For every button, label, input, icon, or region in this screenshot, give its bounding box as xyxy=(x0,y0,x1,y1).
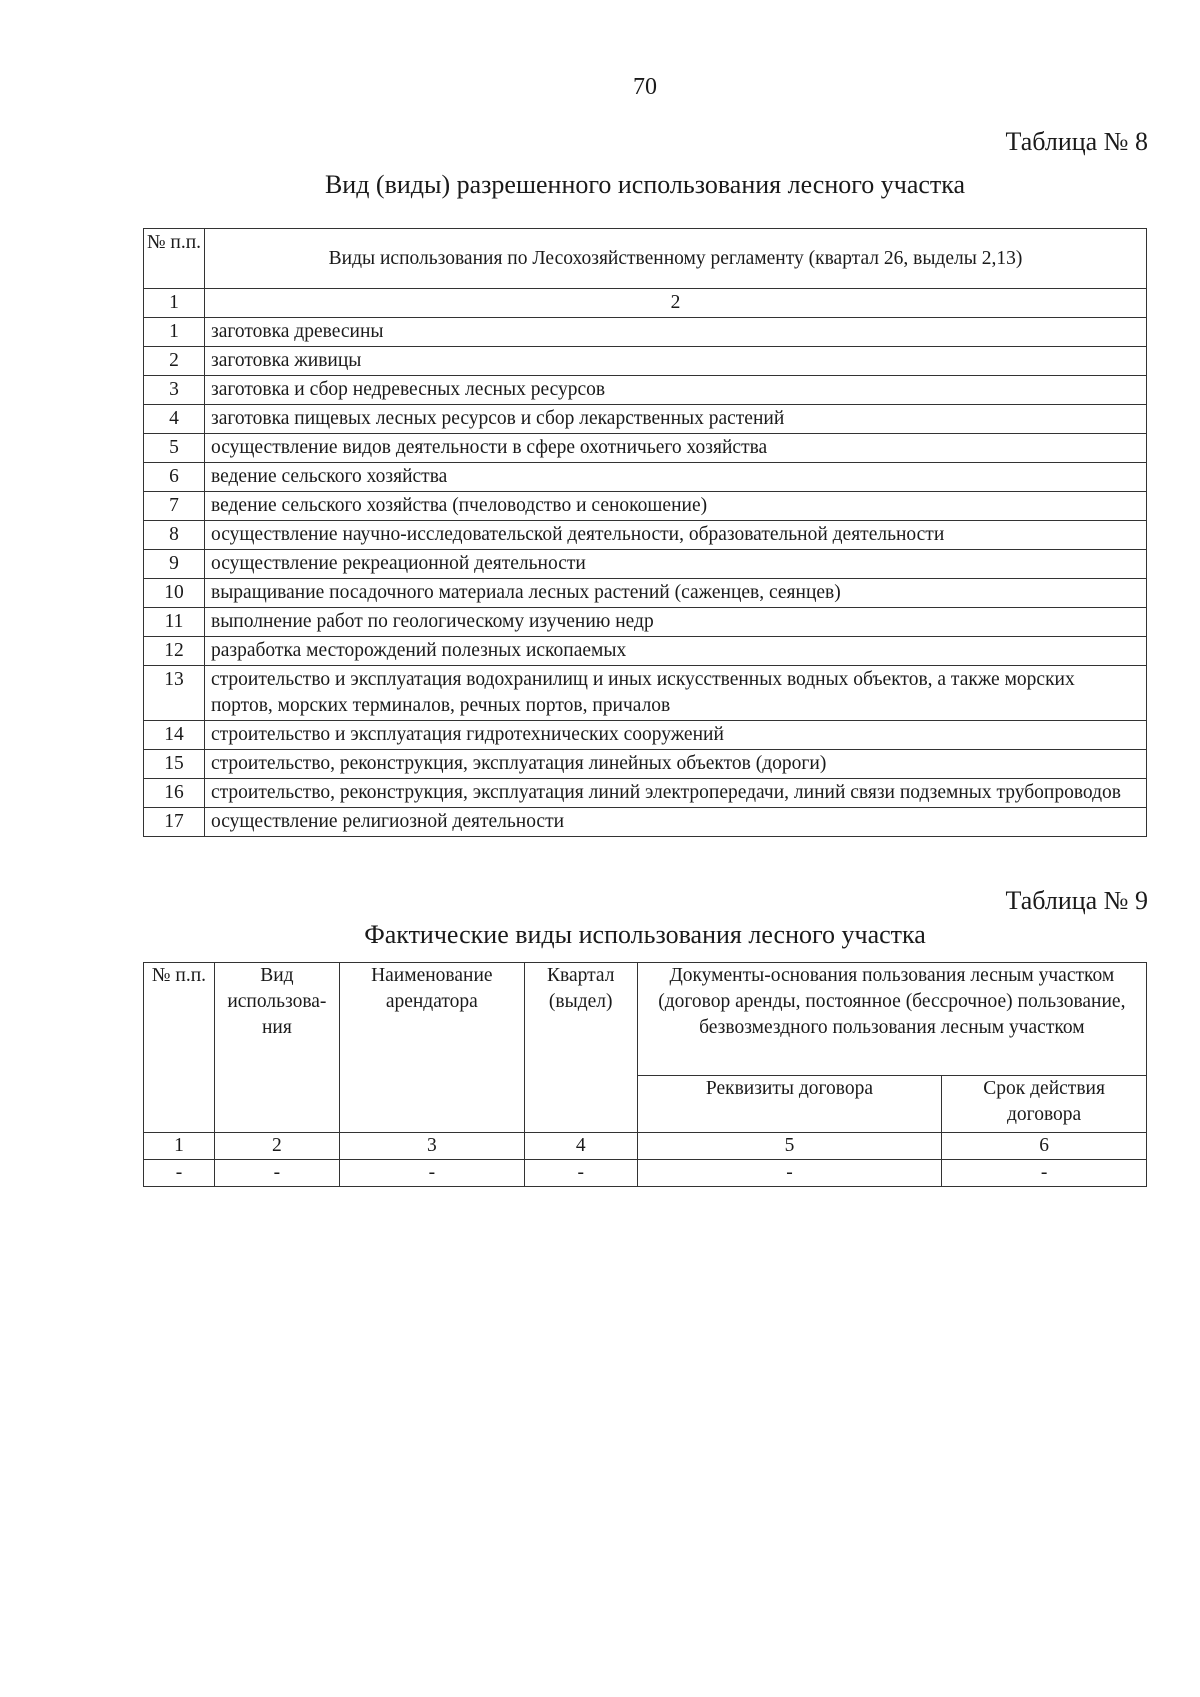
table9-data-cell: - xyxy=(214,1160,339,1187)
table9-title: Фактические виды использования лесного участка xyxy=(364,920,926,949)
table8-row xyxy=(144,637,1147,666)
table9-index-cell: 2 xyxy=(214,1133,339,1160)
table8-row xyxy=(144,463,1147,492)
table9-index-row xyxy=(144,1133,1147,1160)
table8-header-row xyxy=(144,229,1147,289)
table9-index-cell: 1 xyxy=(144,1133,215,1160)
table8-index-cell: 2 xyxy=(205,289,1147,318)
table8-row-num: 9 xyxy=(144,550,205,579)
table8-header-num: № п.п. xyxy=(144,229,205,289)
table9-header-contract-term: Срок действия договора xyxy=(942,1076,1147,1133)
table8-row-text: строительство и эксплуатация водохранилищ и иных искусственных водных объектов, а также морских портов, морских терминалов, речных портов, причалов xyxy=(205,666,1147,721)
table8-row-text: заготовка и сбор недревесных лесных ресурсов xyxy=(205,376,1147,405)
table8-row xyxy=(144,721,1147,750)
table9-data-cell: - xyxy=(144,1160,215,1187)
table8-row-num: 7 xyxy=(144,492,205,521)
table8-row xyxy=(144,376,1147,405)
table9-header-tenant: Наименование арендатора xyxy=(339,963,524,1133)
table8-row-text: ведение сельского хозяйства xyxy=(205,463,1147,492)
table8-caption: Таблица № 8 xyxy=(1005,127,1148,156)
table8-row-text: осуществление религиозной деятельности xyxy=(205,808,1147,837)
table8-row xyxy=(144,779,1147,808)
table9-index-cell: 4 xyxy=(524,1133,637,1160)
table8 xyxy=(143,228,1147,837)
table8-row-num: 16 xyxy=(144,779,205,808)
table8-row-num: 8 xyxy=(144,521,205,550)
table9-header-documents: Документы-основания пользования лесным участком (договор аренды, постоянное (бессрочное) пользование, безвозмездного пользования лесным участком xyxy=(637,963,1146,1076)
table9-data-row xyxy=(144,1160,1147,1187)
table8-row-num: 17 xyxy=(144,808,205,837)
table9-header-num: № п.п. xyxy=(144,963,215,1133)
table9-index-cell: 5 xyxy=(637,1133,942,1160)
table9-data-cell: - xyxy=(942,1160,1147,1187)
table8-row xyxy=(144,434,1147,463)
table9-data-cell: - xyxy=(637,1160,942,1187)
table8-row-text: заготовка живицы xyxy=(205,347,1147,376)
table8-row-text: строительство, реконструкция, эксплуатация линейных объектов (дороги) xyxy=(205,750,1147,779)
table8-row xyxy=(144,492,1147,521)
table8-row xyxy=(144,347,1147,376)
table9-header-quarter: Квартал (выдел) xyxy=(524,963,637,1133)
table8-index-cell: 1 xyxy=(144,289,205,318)
table8-row-num: 15 xyxy=(144,750,205,779)
table8-row xyxy=(144,808,1147,837)
table8-row-text: выращивание посадочного материала лесных растений (саженцев, сеянцев) xyxy=(205,579,1147,608)
table8-row-num: 4 xyxy=(144,405,205,434)
table8-row-num: 6 xyxy=(144,463,205,492)
table8-row-num: 5 xyxy=(144,434,205,463)
table8-row xyxy=(144,521,1147,550)
table8-body xyxy=(144,318,1147,837)
table8-row xyxy=(144,666,1147,721)
table9 xyxy=(143,962,1147,1187)
table8-row-num: 14 xyxy=(144,721,205,750)
table8-row xyxy=(144,405,1147,434)
table8-row-text: строительство, реконструкция, эксплуатация линий электропередачи, линий связи подземных трубопроводов xyxy=(205,779,1147,808)
table9-caption: Таблица № 9 xyxy=(1005,886,1148,915)
table8-row xyxy=(144,608,1147,637)
table8-row-num: 12 xyxy=(144,637,205,666)
table9-index-cell: 6 xyxy=(942,1133,1147,1160)
table8-row-text: заготовка пищевых лесных ресурсов и сбор лекарственных растений xyxy=(205,405,1147,434)
table8-row-num: 10 xyxy=(144,579,205,608)
table8-row-text: ведение сельского хозяйства (пчеловодство и сенокошение) xyxy=(205,492,1147,521)
table9-index-cell: 3 xyxy=(339,1133,524,1160)
table8-row-text: осуществление научно-исследовательской деятельности, образовательной деятельности xyxy=(205,521,1147,550)
table9-header-usage-type: Вид использова-ния xyxy=(214,963,339,1133)
table8-row xyxy=(144,750,1147,779)
table9-data-cell: - xyxy=(339,1160,524,1187)
table8-row xyxy=(144,550,1147,579)
table8-row-text: осуществление видов деятельности в сфере охотничьего хозяйства xyxy=(205,434,1147,463)
table8-row xyxy=(144,579,1147,608)
table9-header-row xyxy=(144,963,1147,1076)
table8-row-num: 13 xyxy=(144,666,205,721)
table8-row-num: 2 xyxy=(144,347,205,376)
table8-title: Вид (виды) разрешенного использования лесного участка xyxy=(324,170,966,199)
table8-index-row xyxy=(144,289,1147,318)
table9-data-cell: - xyxy=(524,1160,637,1187)
table9-header-contract-details: Реквизиты договора xyxy=(637,1076,942,1133)
table8-row-text: осуществление рекреационной деятельности xyxy=(205,550,1147,579)
table8-row-text: строительство и эксплуатация гидротехнических сооружений xyxy=(205,721,1147,750)
table8-row-num: 1 xyxy=(144,318,205,347)
table8-row-text: заготовка древесины xyxy=(205,318,1147,347)
table8-row xyxy=(144,318,1147,347)
table8-header-usage: Виды использования по Лесохозяйственному регламенту (квартал 26, выделы 2,13) xyxy=(205,229,1147,289)
table8-row-num: 3 xyxy=(144,376,205,405)
page-number: 70 xyxy=(633,74,657,100)
table8-row-text: разработка месторождений полезных ископаемых xyxy=(205,637,1147,666)
table8-row-text: выполнение работ по геологическому изучению недр xyxy=(205,608,1147,637)
table8-row-num: 11 xyxy=(144,608,205,637)
